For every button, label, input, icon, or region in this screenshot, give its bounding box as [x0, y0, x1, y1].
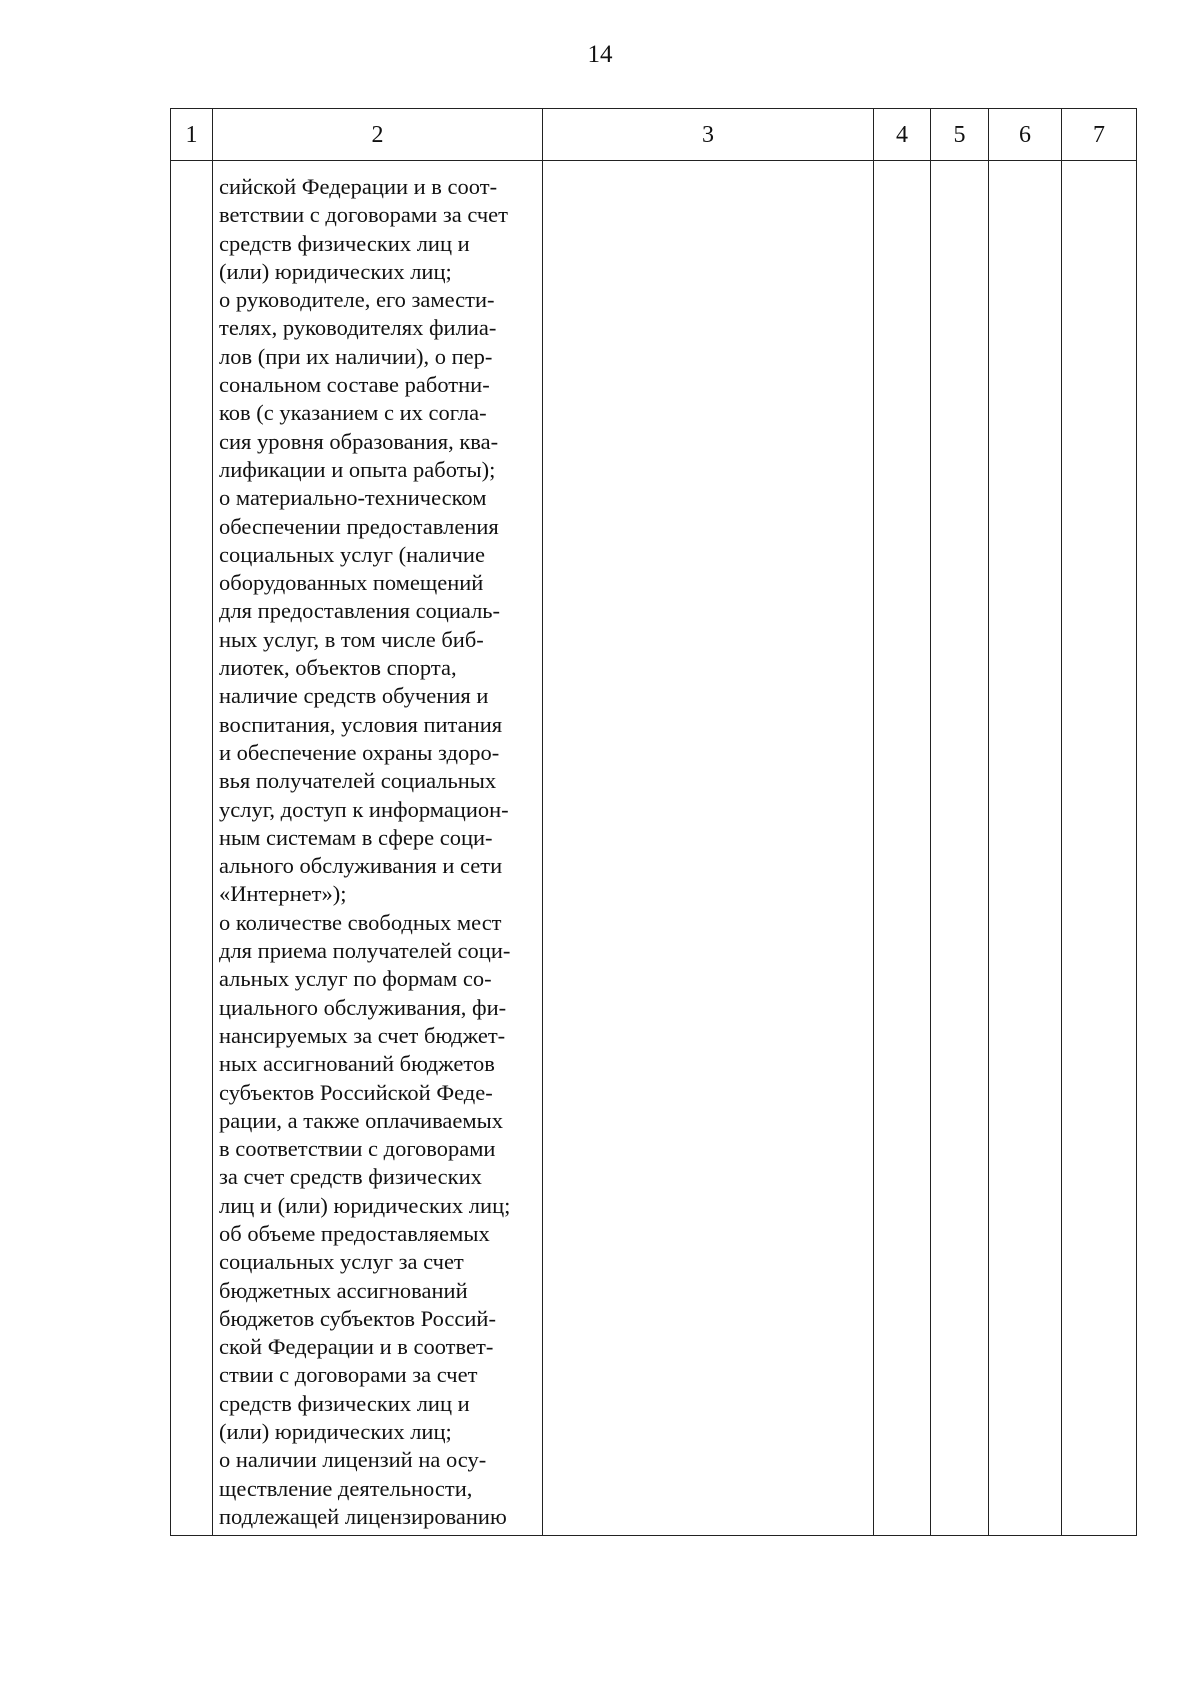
table-header-row [171, 109, 1137, 161]
text-line: воспитания, условия питания [219, 711, 503, 737]
text-line: об объеме предоставляемых [219, 1220, 490, 1246]
page-number: 14 [587, 41, 613, 68]
cell-column-7 [1062, 161, 1137, 1536]
text-line: о руководителе, его замести- [219, 287, 495, 313]
text-line: подлежащей лицензированию [219, 1503, 507, 1529]
column-header-2: 2 [213, 109, 543, 161]
text-line: ской Федерации и в соответ- [219, 1334, 494, 1360]
text-line: социальных услуг (наличие [219, 541, 485, 567]
text-line: нансируемых за счет бюджет- [219, 1022, 506, 1048]
text-line: сия уровня образования, ква- [219, 428, 499, 454]
column-header-7: 7 [1062, 109, 1137, 161]
text-line: о материально-техническом [219, 485, 487, 511]
text-line: ков (с указанием с их согла- [219, 400, 487, 426]
text-line: бюджетов субъектов Россий- [219, 1305, 496, 1331]
text-line: о количестве свободных мест [219, 909, 502, 935]
table-row [171, 161, 1137, 1536]
text-line: обеспечении предоставления [219, 513, 499, 539]
text-line: сональном составе работни- [219, 372, 490, 398]
text-line: рации, а также оплачиваемых [219, 1107, 503, 1133]
text-line: и обеспечение охраны здоро- [219, 739, 500, 765]
text-line: о наличии лицензий на осу- [219, 1447, 487, 1473]
column-header-3: 3 [543, 109, 874, 161]
cell-column-1 [171, 161, 213, 1536]
text-line: телях, руководителях филиа- [219, 315, 497, 341]
text-line: в соответствии с договорами [219, 1136, 496, 1162]
text-line: лиотек, объектов спорта, [219, 655, 457, 681]
text-line: социальных услуг за счет [219, 1249, 464, 1275]
text-line: для предоставления социаль- [219, 598, 501, 624]
text-line: для приема получателей соци- [219, 938, 511, 964]
text-line: ных ассигнований бюджетов [219, 1051, 495, 1077]
text-line: (или) юридических лиц; [219, 1419, 452, 1445]
column-header-6: 6 [989, 109, 1062, 161]
text-line: оборудованных помещений [219, 570, 484, 596]
text-line: за счет средств физических [219, 1164, 482, 1190]
text-line: ных услуг, в том числе биб- [219, 626, 484, 652]
text-line: ным системам в сфере соци- [219, 824, 493, 850]
text-line: ствии с договорами за счет [219, 1362, 478, 1388]
column-header-1: 1 [171, 109, 213, 161]
text-line: ществление деятельности, [219, 1475, 473, 1501]
text-line: альных услуг по формам со- [219, 966, 492, 992]
cell-column-2 [213, 161, 543, 1536]
cell-column-3 [543, 161, 874, 1536]
text-line: циального обслуживания, фи- [219, 994, 507, 1020]
text-line: «Интернет»); [219, 881, 347, 907]
text-line: бюджетных ассигнований [219, 1277, 468, 1303]
text-line: ального обслуживания и сети [219, 853, 503, 879]
text-line: услуг, доступ к информацион- [219, 796, 509, 822]
text-line: сийской Федерации и в соот- [219, 174, 498, 199]
column-header-5: 5 [931, 109, 989, 161]
text-line: лов (при их наличии), о пер- [219, 343, 493, 369]
cell-column-6 [989, 161, 1062, 1536]
text-line: (или) юридических лиц; [219, 258, 452, 284]
text-line: субъектов Российской Феде- [219, 1079, 493, 1105]
text-line: лификации и опыта работы); [219, 456, 496, 482]
text-line: ветствии с договорами за счет [219, 202, 508, 228]
text-line: лиц и (или) юридических лиц; [219, 1192, 511, 1218]
document-table [170, 108, 1137, 1536]
cell-column-5 [931, 161, 989, 1536]
column-2-text [213, 161, 542, 1531]
text-line: наличие средств обучения и [219, 683, 489, 709]
column-header-4: 4 [874, 109, 931, 161]
text-line: средств физических лиц и [219, 1390, 470, 1416]
text-line: вья получателей социальных [219, 768, 497, 794]
text-line: средств физических лиц и [219, 230, 470, 256]
cell-column-4 [874, 161, 931, 1536]
